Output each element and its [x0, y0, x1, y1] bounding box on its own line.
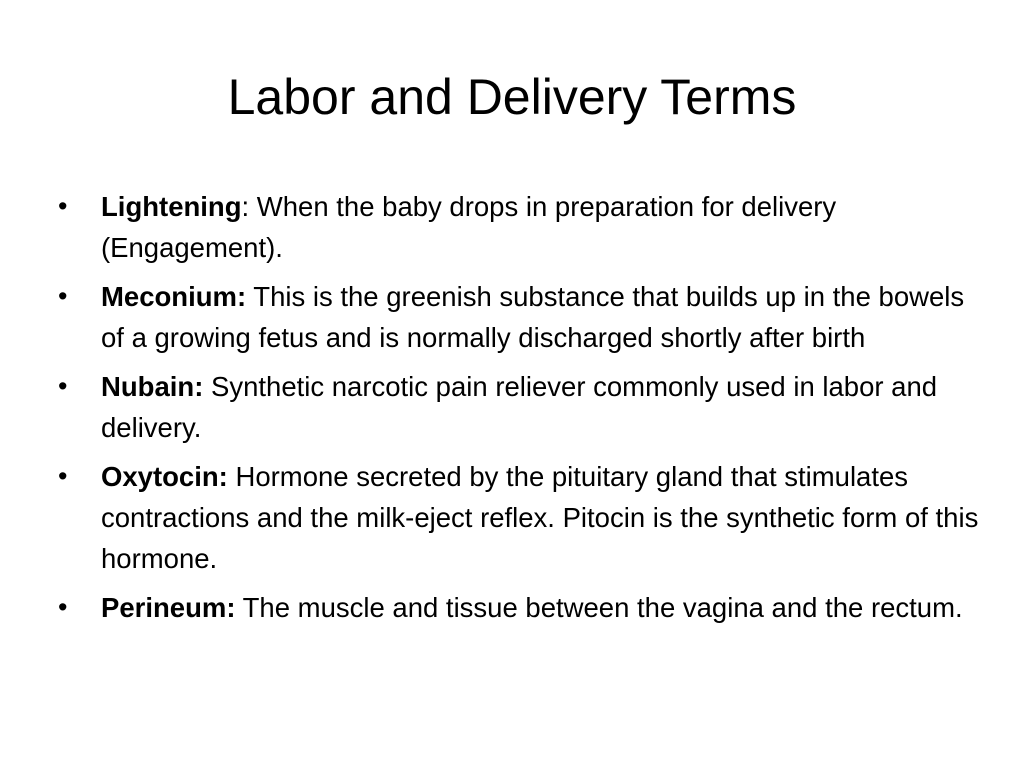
term-label: Lightening — [101, 191, 242, 222]
list-item-nubain — [55, 366, 980, 448]
term-label: Perineum: — [101, 592, 236, 623]
slide-title: Labor and Delivery Terms — [227, 69, 797, 125]
bullet-icon: • — [58, 191, 68, 221]
term-label: Nubain: — [101, 371, 204, 402]
term-label: Meconium: — [101, 281, 247, 312]
bullet-icon: • — [58, 371, 68, 401]
term-list — [55, 186, 980, 636]
list-item-meconium — [55, 276, 980, 358]
bullet-icon: • — [58, 592, 68, 622]
term-definition: Hormone secreted by the pituitary gland that stimulates contractions and the milk-eject reflex. Pitocin is the synthetic form of this hormone. — [101, 461, 979, 574]
term-definition: This is the greenish substance that builds up in the bowels of a growing fetus and is normally discharged shortly after birth — [101, 281, 965, 353]
bullet-icon: • — [58, 281, 68, 311]
list-item-oxytocin — [55, 456, 980, 579]
term-definition: Synthetic narcotic pain reliever commonly used in labor and delivery. — [101, 371, 938, 443]
term-definition: The muscle and tissue between the vagina and the rectum. — [235, 592, 963, 623]
list-item-perineum — [55, 587, 980, 628]
term-separator: : — [241, 191, 250, 222]
term-definition: When the baby drops in preparation for delivery (Engagement). — [101, 191, 837, 263]
bullet-icon: • — [58, 461, 68, 491]
list-item-lightening — [55, 186, 980, 268]
term-label: Oxytocin: — [101, 461, 228, 492]
